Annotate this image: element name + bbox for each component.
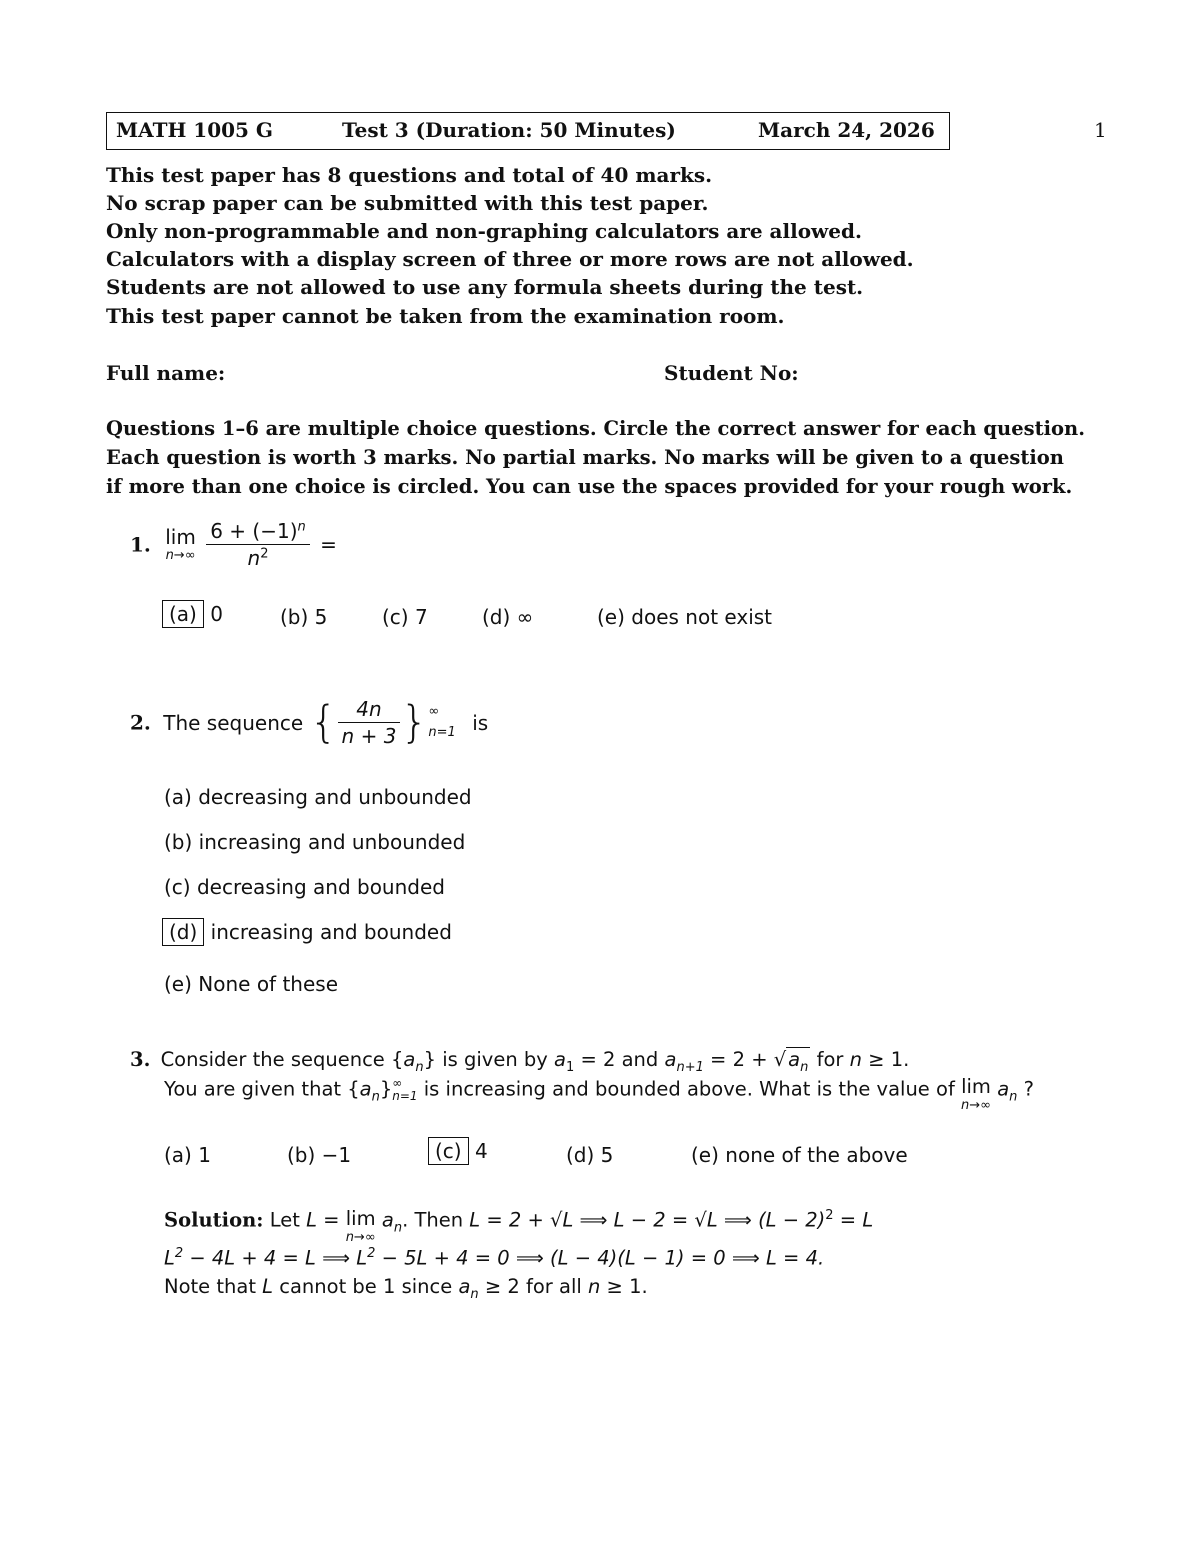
choice-b[interactable]: (b) increasing and unbounded [164, 830, 466, 854]
solution-line-2: $L^2 - 4L + 4 = L$ ⟹ $L^2 - 5L + 4 = 0$ ⟹ (L − 4)(L − 1) = 0 ⟹ L = 4. [164, 1246, 825, 1270]
instruction-line: Calculators with a display screen of three or more rows are not allowed. [106, 247, 914, 271]
full-name-label: Full name: [106, 361, 226, 385]
left-brace: { [309, 696, 338, 748]
choice-e[interactable]: (e) None of these [164, 972, 338, 996]
instruction-line: This test paper has 8 questions and total of 40 marks. [106, 163, 713, 187]
instruction-line: This test paper cannot be taken from the examination room. [106, 304, 785, 328]
test-date: March 24, 2026 [758, 118, 935, 142]
choice-a[interactable]: (a) 0 [162, 600, 223, 628]
instruction-line: No scrap paper can be submitted with this test paper. [106, 191, 709, 215]
choice-c[interactable]: (c) 4 [428, 1137, 488, 1165]
instruction-line: Students are not allowed to use any formula sheets during the test. [106, 275, 864, 299]
lim-operator: lim [165, 525, 196, 549]
question-3-line-1: 3. Consider the sequence $\{a_n\}$ is given by $a_1 = 2$ and $a_{n+1} = 2$ + √ $a_n$ for n ≥ 1. [130, 1048, 910, 1075]
solution-line-3: Note that L cannot be 1 since $a_n \ge 2$ for all n ≥ 1. [164, 1275, 648, 1302]
choice-e[interactable]: (e) does not exist [597, 605, 773, 629]
selected-answer-box: (c) [428, 1137, 469, 1165]
choice-d[interactable]: (d) 5 [566, 1143, 614, 1167]
selected-answer-box: (d) [162, 918, 204, 946]
course-code: MATH 1005 G [116, 118, 274, 142]
question-number: 3. [130, 1048, 151, 1071]
right-brace: } [400, 696, 429, 748]
mc-instruction-line: Questions 1–6 are multiple choice questions. Circle the correct answer for each question. [106, 417, 1085, 440]
q1-numerator: 6 + (−1) [210, 519, 298, 543]
mc-instruction-line: Each question is worth 3 marks. No partial marks. No marks will be given to a question [106, 446, 1064, 469]
choice-a[interactable]: (a) 1 [164, 1143, 211, 1167]
question-3-line-2: You are given that $\{a_n\}$ ∞ n=1 is increasing and bounded above. What is the value of lim n→∞ $a_n$ ? [164, 1075, 1034, 1113]
lim-subscript: n→∞ [165, 548, 196, 563]
question-1: 1. lim n→∞ $\frac{6 + (-1)^n}{n^2}$ = [130, 519, 337, 570]
question-2: 2. The sequence { $\frac{4n}{n + 3}$ } ∞ n=1 is [130, 696, 489, 748]
q2-numerator: 4n [338, 698, 401, 723]
instruction-line: Only non-programmable and non-graphing calculators are allowed. [106, 219, 862, 243]
solution-line-1: Solution: Let L = lim n→∞ $a_n$. Then L = 2 + √L ⟹ L − 2 = √L ⟹ $(L - 2)^2 = L$ [164, 1207, 874, 1245]
choice-c[interactable]: (c) decreasing and bounded [164, 875, 445, 899]
choice-d[interactable]: (d) increasing and bounded [162, 918, 452, 946]
choice-b[interactable]: (b) 5 [280, 605, 328, 629]
choice-c[interactable]: (c) 7 [382, 605, 428, 629]
student-no-label: Student No: [664, 361, 799, 385]
mc-instruction-line: if more than one choice is circled. You can use the spaces provided for your rough work. [106, 475, 1073, 498]
choice-b[interactable]: (b) −1 [287, 1143, 352, 1167]
selected-answer-box: (a) [162, 600, 204, 628]
test-title: Test 3 (Duration: 50 Minutes) [342, 118, 676, 142]
question-number: 1. [130, 532, 151, 557]
choice-e[interactable]: (e) none of the above [691, 1143, 908, 1167]
q1-denominator: n [247, 546, 261, 570]
q2-denominator: n + 3 [341, 724, 397, 748]
page-number: 1 [1094, 118, 1107, 142]
choice-d[interactable]: (d) ∞ [482, 605, 534, 629]
question-number: 2. [130, 710, 151, 735]
choice-a[interactable]: (a) decreasing and unbounded [164, 785, 472, 809]
solution-label: Solution: [164, 1208, 264, 1232]
